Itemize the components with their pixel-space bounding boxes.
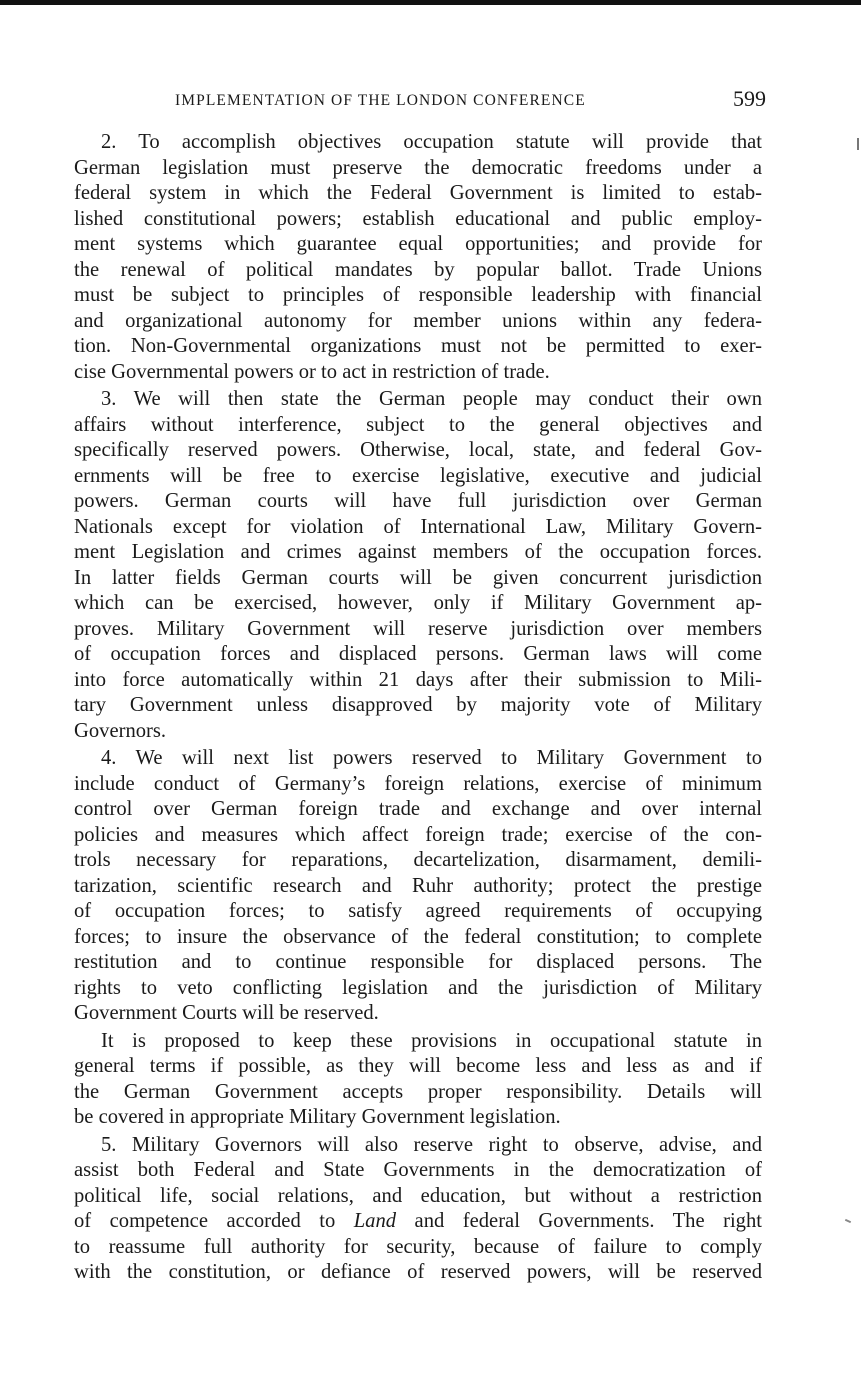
text-line: which can be exercised, however, only if Military Government ap- xyxy=(74,592,762,614)
paragraph-4 xyxy=(74,746,762,1027)
paragraph-3 xyxy=(74,387,762,744)
text-line: be covered in appropriate Military Government legislation. xyxy=(74,1106,561,1128)
text-line: cise Governmental powers or to act in restriction of trade. xyxy=(74,360,550,383)
text-line: Governors. xyxy=(74,719,167,742)
text-line: affairs without interference, subject to the general objectives and xyxy=(74,413,762,436)
text-line: tary Government unless disapproved by majority vote of Military xyxy=(74,694,762,716)
text-line: It is proposed to keep these provisions in occupational statute in xyxy=(101,1029,762,1052)
text-line: the German Government accepts proper responsibility. Details will xyxy=(74,1080,762,1103)
text-line: In latter fields German courts will be given concurrent jurisdiction xyxy=(74,566,762,589)
text-line: lished constitutional powers; establish educational and public employ- xyxy=(74,207,762,230)
text-line: into force automatically within 21 days after their submission to Mili- xyxy=(74,668,762,691)
italic-term-land: Land xyxy=(353,1210,397,1232)
paragraph-proposal xyxy=(74,1029,762,1131)
paragraph-2 xyxy=(74,130,762,385)
text-line: powers. German courts will have full jurisdiction over German xyxy=(74,490,762,512)
page-body xyxy=(74,130,762,1286)
text-line: 2. To accomplish objectives occupation statute will provide that xyxy=(101,131,762,153)
text-line: general terms if possible, as they will become less and less as and if xyxy=(74,1055,762,1077)
text-line: to reassume full authority for security, because of failure to comply xyxy=(74,1235,762,1258)
text-line: policies and measures which affect foreign trade; exercise of the con- xyxy=(74,823,762,846)
text-line: German legislation must preserve the democratic freedoms under a xyxy=(74,156,762,179)
text-line: ment Legislation and crimes against members of the occupation forces. xyxy=(74,541,762,563)
page-number: 599 xyxy=(733,86,766,111)
page-header xyxy=(68,86,768,116)
text-line: must be subject to principles of responsible leadership with financial xyxy=(74,284,762,306)
text-line: 4. We will next list powers reserved to Military Government to xyxy=(101,747,762,769)
text-line: of occupation forces; to satisfy agreed requirements of occupying xyxy=(74,900,762,922)
text-line: specifically reserved powers. Otherwise, local, state, and federal Gov- xyxy=(74,439,762,461)
text-line: rights to veto conflicting legislation and the jurisdiction of Military xyxy=(74,976,762,999)
text-line: political life, social relations, and education, but without a restriction xyxy=(74,1184,762,1207)
text-line: and organizational autonomy for member unions within any federa- xyxy=(74,309,762,332)
text-line: forces; to insure the observance of the federal constitution; to complete xyxy=(74,925,762,948)
text-line: 5. Military Governors will also reserve right to observe, advise, and xyxy=(101,1133,762,1156)
text-line: trols necessary for reparations, decartelization, disarmament, demili- xyxy=(74,849,762,871)
text-line: proves. Military Government will reserve jurisdiction over members xyxy=(74,617,762,640)
text-line: with the constitution, or defiance of reserved powers, will be reserved xyxy=(74,1261,762,1283)
scan-edge-mark xyxy=(845,1219,851,1223)
text-line: ernments will be free to exercise legislative, executive and judicial xyxy=(74,464,762,487)
text-line: Nationals except for violation of International Law, Military Govern- xyxy=(74,515,762,538)
top-scan-rule xyxy=(0,0,861,5)
text-line: tion. Non-Governmental organizations must not be permitted to exer- xyxy=(74,335,762,357)
scan-edge-mark xyxy=(857,138,859,150)
paragraph-5 xyxy=(74,1133,762,1286)
text-segment: of competence accorded to xyxy=(74,1210,354,1232)
text-line: assist both Federal and State Governments in the democratization of xyxy=(74,1159,762,1181)
text-line: 3. We will then state the German people may conduct their own xyxy=(101,388,762,410)
text-line: tarization, scientific research and Ruhr authority; protect the prestige xyxy=(74,874,762,897)
text-line: of occupation forces and displaced persons. German laws will come xyxy=(74,643,762,665)
text-line-with-italic xyxy=(74,1209,762,1235)
text-line: include conduct of Germany’s foreign relations, exercise of minimum xyxy=(74,772,762,795)
running-title: IMPLEMENTATION OF THE LONDON CONFERENCE xyxy=(175,92,586,109)
text-segment: and federal Governments. The right xyxy=(396,1210,762,1232)
text-line: Government Courts will be reserved. xyxy=(74,1002,379,1024)
text-line: ment systems which guarantee equal opportunities; and provide for xyxy=(74,233,762,255)
text-line: federal system in which the Federal Government is limited to estab- xyxy=(74,182,762,204)
text-line: control over German foreign trade and exchange and over internal xyxy=(74,798,762,820)
text-line: the renewal of political mandates by popular ballot. Trade Unions xyxy=(74,258,762,281)
text-line: restitution and to continue responsible for displaced persons. The xyxy=(74,951,762,973)
